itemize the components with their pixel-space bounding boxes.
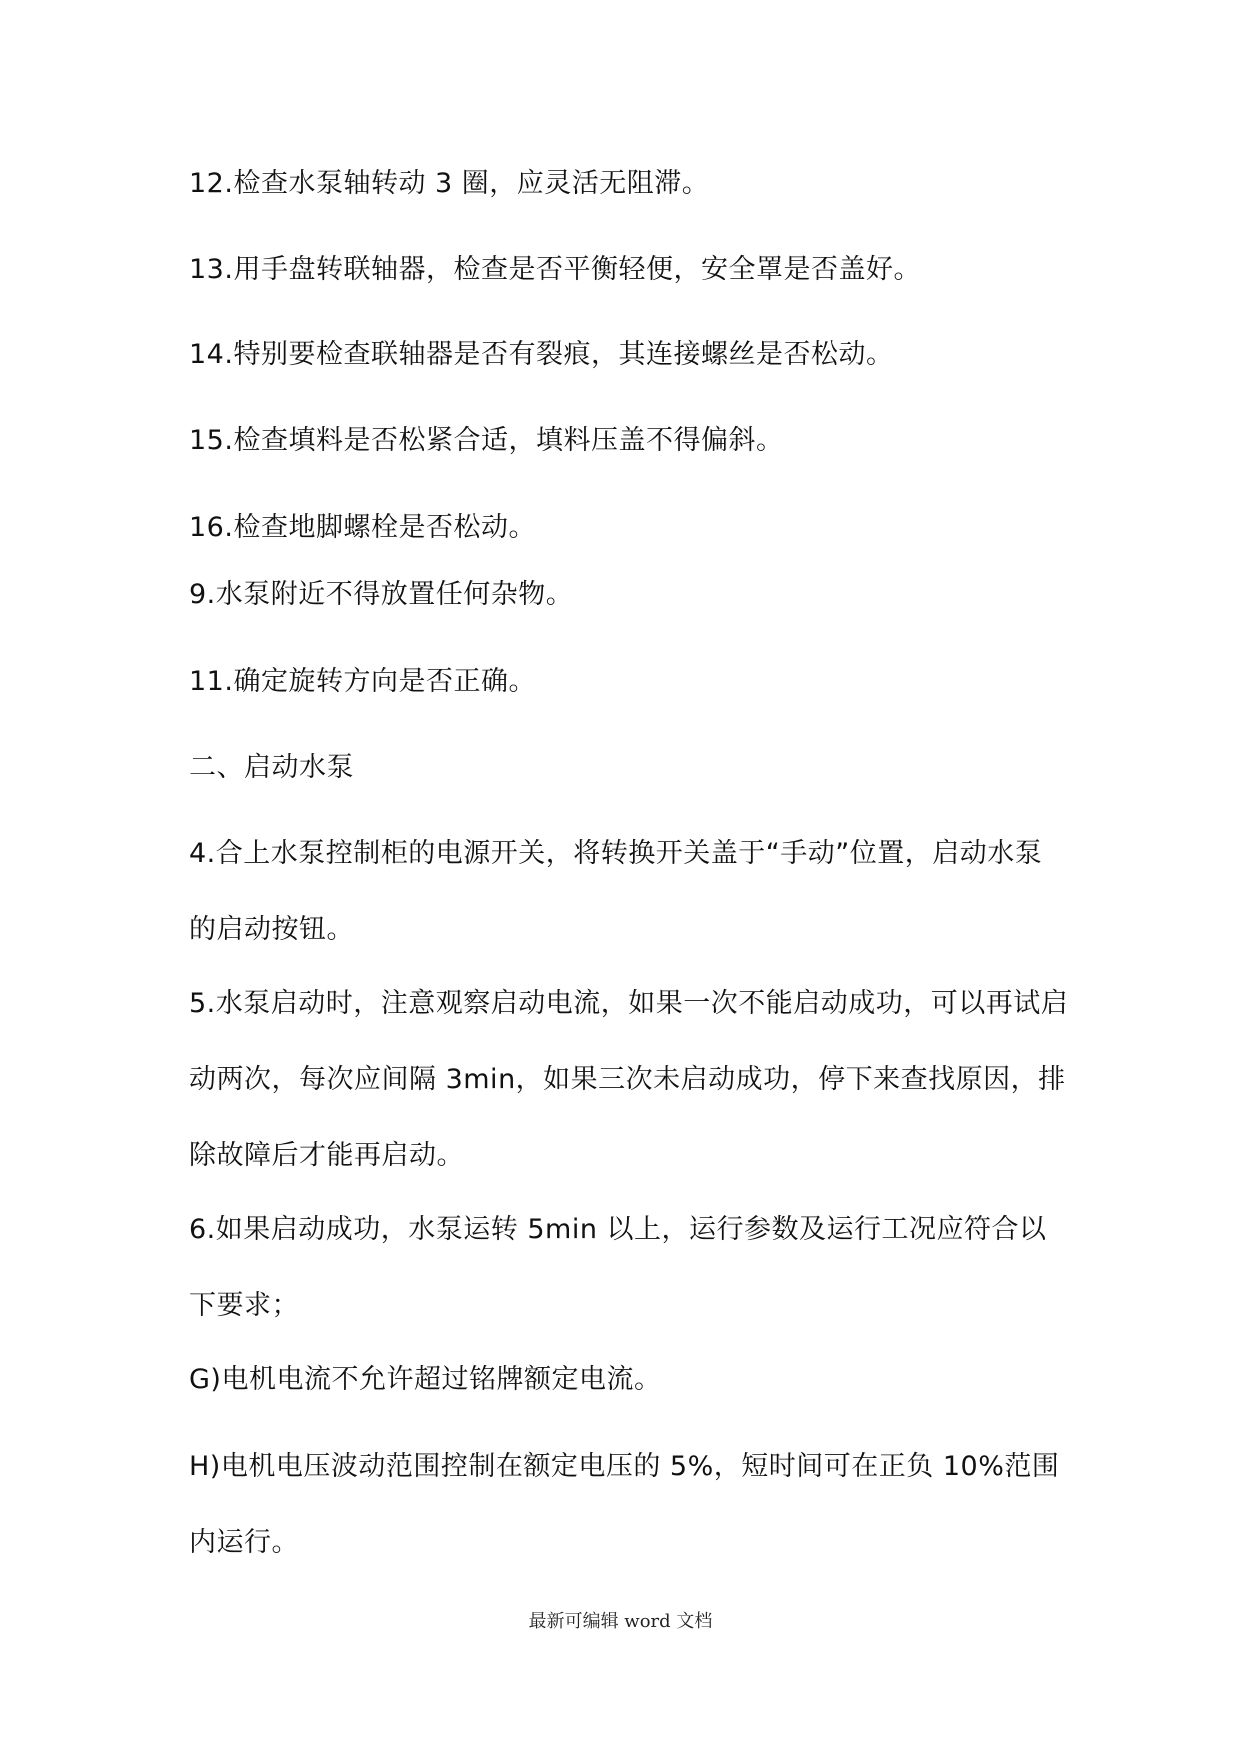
paragraph-13: 13.用手盘转联轴器，检查是否平衡轻便，安全罩是否盖好。: [189, 254, 921, 285]
paragraph-12: 12.检查水泵轴转动 3 圈，应灵活无阻滞。: [189, 168, 710, 199]
paragraph-9: 9.水泵附近不得放置任何杂物。: [189, 579, 574, 610]
paragraph-g: G)电机电流不允许超过铭牌额定电流。: [189, 1364, 662, 1395]
paragraph-15: 15.检查填料是否松紧合适，填料压盖不得偏斜。: [189, 425, 784, 456]
paragraph-h: H)电机电压波动范围控制在额定电压的 5%，短时间可在正负 10%范围内运行。: [189, 1451, 1060, 1558]
paragraph-4: 4.合上水泵控制柜的电源开关，将转换开关盖于“手动”位置，启动水泵的启动按钮。: [189, 838, 1043, 945]
page-footer: 最新可编辑 word 文档: [528, 1611, 713, 1632]
paragraph-6: 6.如果启动成功，水泵运转 5min 以上，运行参数及运行工况应符合以下要求；: [189, 1214, 1047, 1321]
paragraph-14: 14.特别要检查联轴器是否有裂痕，其连接螺丝是否松动。: [189, 339, 894, 370]
paragraph-11: 11.确定旋转方向是否正确。: [189, 666, 536, 697]
paragraph-16: 16.检查地脚螺栓是否松动。: [189, 512, 536, 543]
section-heading-start-pump: 二、启动水泵: [189, 752, 354, 783]
paragraph-5: 5.水泵启动时，注意观察启动电流，如果一次不能启动成功，可以再试启动两次，每次应间隔 3min，如果三次未启动成功，停下来查找原因，排除故障后才能再启动。: [189, 988, 1069, 1171]
